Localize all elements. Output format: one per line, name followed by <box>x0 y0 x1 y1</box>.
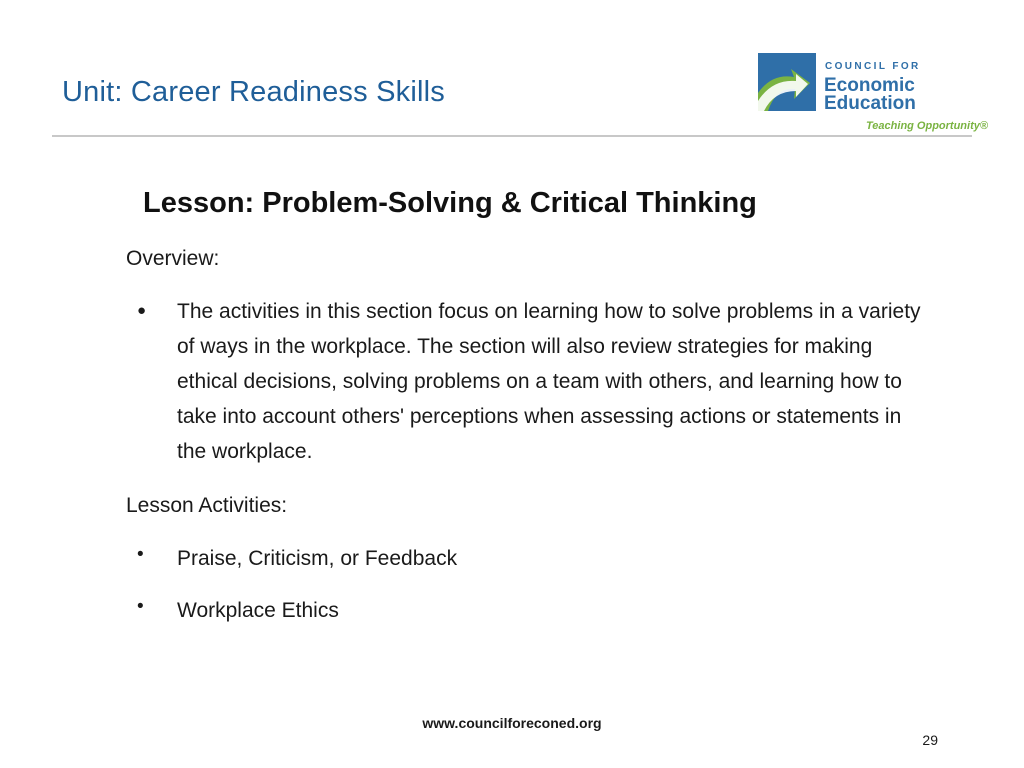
logo-line-economic: Economic <box>824 75 915 96</box>
logo-tagline: Teaching Opportunity® <box>866 120 988 132</box>
bullet-dot-icon: ● <box>137 302 147 319</box>
bullet-dot-icon: • <box>137 596 144 617</box>
activity-text: Workplace Ethics <box>177 599 339 622</box>
unit-title: Unit: Career Readiness Skills <box>62 76 445 108</box>
footer-url: www.councilforeconed.org <box>422 715 602 731</box>
council-for-economic-education-logo <box>758 52 988 136</box>
header-divider <box>52 135 972 137</box>
logo-arrow-icon <box>758 53 816 111</box>
bullet-dot-icon: • <box>137 544 144 565</box>
activity-text: Praise, Criticism, or Feedback <box>177 547 458 570</box>
page-number: 29 <box>922 732 938 748</box>
lesson-activities-label: Lesson Activities: <box>126 494 288 517</box>
logo-line-education: Education <box>824 93 916 114</box>
lesson-title: Lesson: Problem-Solving & Critical Thinking <box>143 187 757 219</box>
overview-label: Overview: <box>126 247 220 270</box>
logo-small-text: COUNCIL FOR <box>825 61 921 72</box>
overview-bullet-text: The activities in this section focus on learning how to solve problems in a variety of ways in the workplace. The section will also review strategies for making ethical decisions, solving problems on a team with others, and learning how to take into account others' perceptions when assessing actions or statements in the workplace. <box>177 300 921 463</box>
